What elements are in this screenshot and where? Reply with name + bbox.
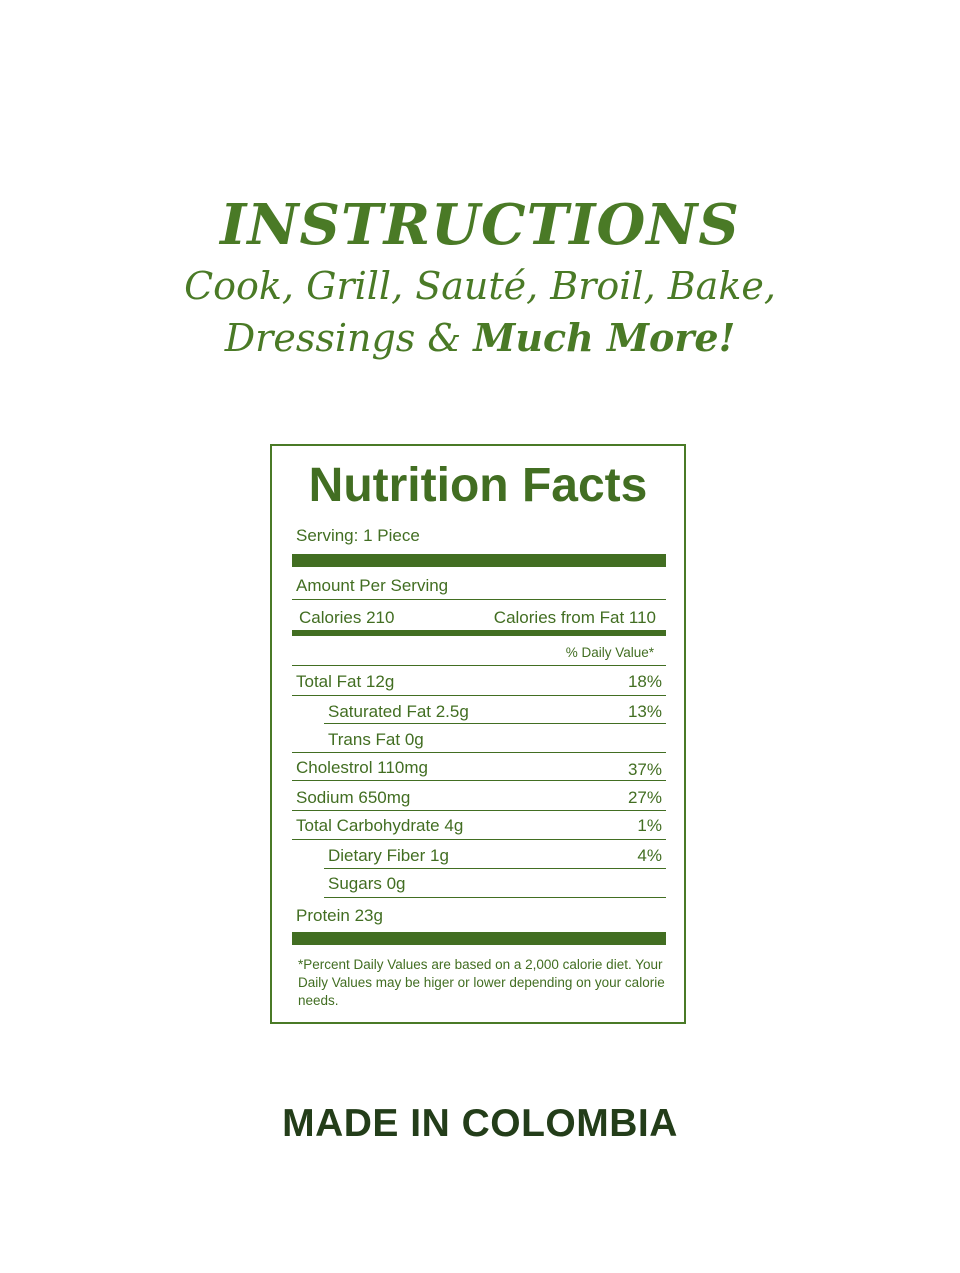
nutrient-label-saturated-fat: Saturated Fat 2.5g <box>328 702 469 721</box>
divider <box>292 695 666 696</box>
instructions-block <box>0 190 960 364</box>
nutrient-label-total-fat: Total Fat 12g <box>296 672 395 691</box>
nutrient-pct-saturated-fat: 13% <box>627 702 662 721</box>
nutrient-label-protein: Protein 23g <box>296 906 383 925</box>
serving-size: Serving: 1 Piece <box>296 526 420 545</box>
divider <box>324 868 666 869</box>
nutrition-facts-panel <box>270 444 686 1024</box>
made-in-label: MADE IN COLOMBIA <box>282 1102 678 1145</box>
divider <box>292 810 666 811</box>
instructions-title: INSTRUCTIONS <box>220 192 740 258</box>
amount-per-serving: Amount Per Serving <box>296 576 449 595</box>
nutrient-label-total-carbohydrate: Total Carbohydrate 4g <box>296 816 464 835</box>
instructions-line-2-bold: Much More! <box>473 315 736 360</box>
calories-from-fat: Calories from Fat 110 <box>493 608 656 627</box>
thick-divider-bottom <box>292 932 666 945</box>
nutrient-pct-total-fat: 18% <box>627 672 662 691</box>
nutrient-pct-dietary-fiber: 4% <box>637 846 662 865</box>
medium-divider <box>292 630 666 636</box>
calories: Calories 210 <box>299 608 395 627</box>
divider <box>324 897 666 898</box>
nutrient-label-cholestrol: Cholestrol 110mg <box>296 758 428 777</box>
nutrient-pct-sodium: 27% <box>627 788 662 807</box>
nutrient-pct-cholestrol: 37% <box>627 760 662 779</box>
nutrient-label-sodium: Sodium 650mg <box>296 788 411 807</box>
instructions-line-1: Cook, Grill, Sauté, Broil, Bake, <box>184 264 776 308</box>
nutrient-label-dietary-fiber: Dietary Fiber 1g <box>328 846 449 865</box>
nutrient-label-sugars: Sugars 0g <box>328 874 406 893</box>
divider <box>292 599 666 600</box>
instructions-line-2 <box>0 312 960 364</box>
divider <box>292 665 666 666</box>
divider <box>292 839 666 840</box>
thick-divider-top <box>292 554 666 567</box>
nutrient-pct-total-carbohydrate: 1% <box>637 816 662 835</box>
nutrient-label-trans-fat: Trans Fat 0g <box>328 730 424 749</box>
daily-value-header: % Daily Value* <box>565 645 654 660</box>
divider <box>324 723 666 724</box>
footnote: *Percent Daily Values are based on a 2,000 calorie diet. Your Daily Values may be higer or lower depending on your calorie needs. <box>298 957 665 1008</box>
divider <box>292 752 666 753</box>
divider <box>292 780 666 781</box>
instructions-line-2-regular: Dressings & <box>224 316 474 360</box>
nutrition-facts-title: Nutrition Facts <box>308 459 648 512</box>
